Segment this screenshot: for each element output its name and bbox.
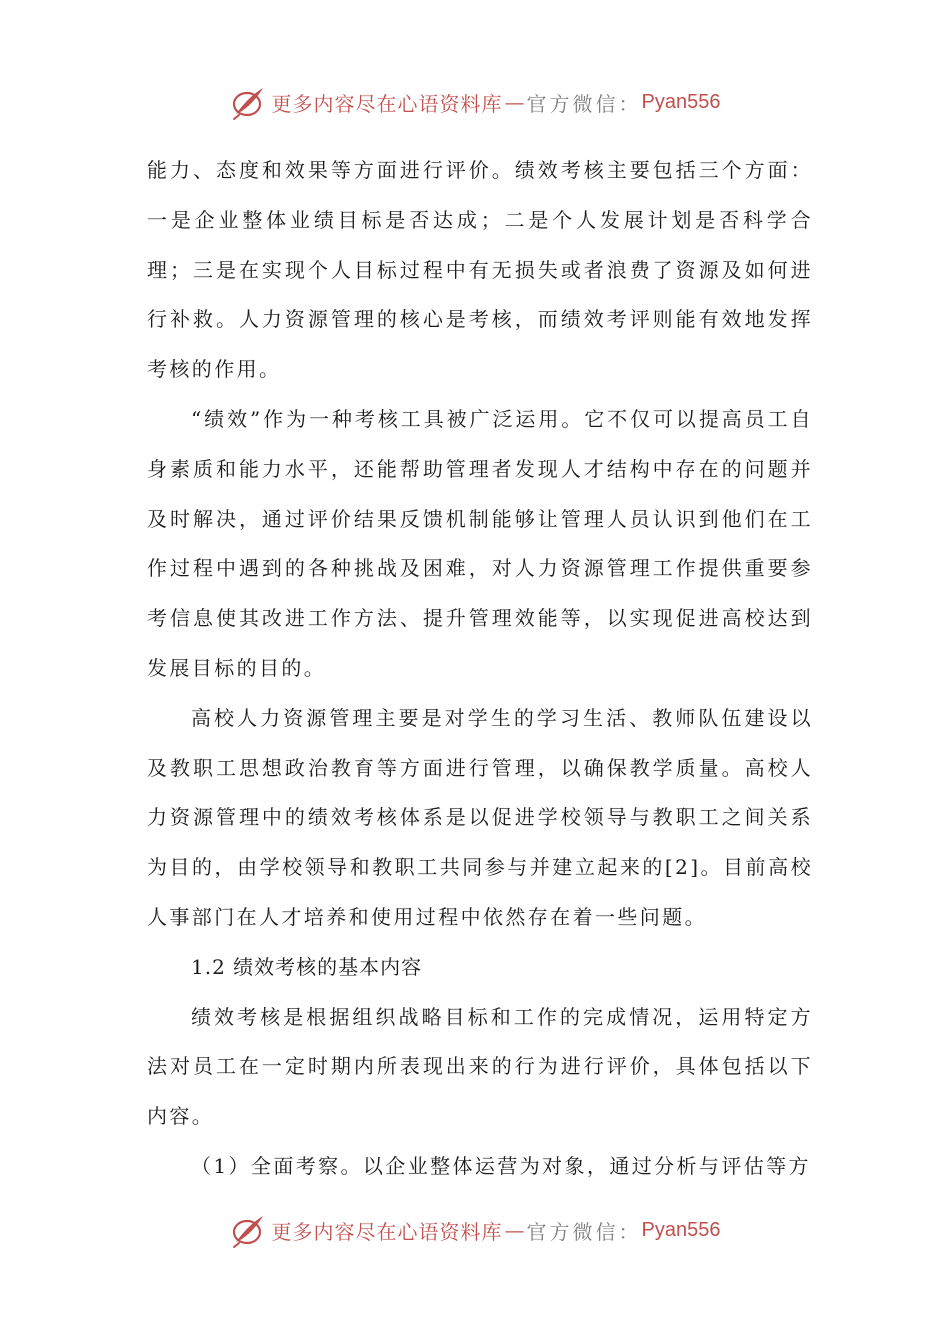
quill-logo-icon — [230, 1212, 266, 1248]
list-item-1: （1）全面考察。以企业整体运营为对象，通过分析与评估等方 — [191, 1153, 811, 1178]
footer-wechat-id: Pyan556 — [641, 1218, 721, 1241]
footer-separator: — — [504, 1218, 525, 1242]
paragraph-performance-tool: “绩效”作为一种考核工具被广泛运用。它不仅可以提高员工自身素质和能力水平，还能帮助管理者发现人才结构中存在的问题并及时解决，通过评价结果反馈机制能够让管理人员认识到他们在工作过程中遇到的各种挑战及困难，对人力资源管理工作提供重要参考信息使其改进工作方法、提升管理效能等，以实现促进高校达到发展目标的目的。 — [147, 406, 813, 680]
footer-wechat-label: 官方微信： — [526, 1219, 642, 1244]
header-brand-text: 更多内容尽在心语资料库 — [271, 91, 503, 116]
paragraph-university-hr: 高校人力资源管理主要是对学生的学习生活、教师队伍建设以及教职工思想政治教育等方面进行管理，以确保教学质量。高校人力资源管理中的绩效考核体系是以促进学校领导与教职工之间关系为目的，由学校领导和教职工共同参与并建立起来的[2]。目前高校人事部门在人才培养和使用过程中依然存在着一些问题。 — [147, 705, 813, 929]
footer-brand-text: 更多内容尽在心语资料库 — [271, 1219, 503, 1244]
section-heading: 1.2 绩效考核的基本内容 — [191, 954, 423, 979]
header-wechat-id: Pyan556 — [641, 90, 721, 113]
document-body — [147, 146, 813, 1192]
footer-banner — [0, 1210, 950, 1250]
header-separator: — — [504, 90, 525, 114]
paragraph-continued: 能力、态度和效果等方面进行评价。绩效考核主要包括三个方面：一是企业整体业绩目标是否达成；二是个人发展计划是否科学合理；三是在实现个人目标过程中有无损失或者浪费了资源及如何进行补救。人力资源管理的核心是考核，而绩效考评则能有效地发挥考核的作用。 — [147, 158, 813, 382]
header-banner — [0, 82, 950, 122]
quill-logo-icon — [230, 84, 266, 120]
paragraph-definition: 绩效考核是根据组织战略目标和工作的完成情况，运用特定方法对员工在一定时期内所表现出来的行为进行评价，具体包括以下内容。 — [147, 1004, 813, 1129]
header-wechat-label: 官方微信： — [526, 91, 642, 116]
